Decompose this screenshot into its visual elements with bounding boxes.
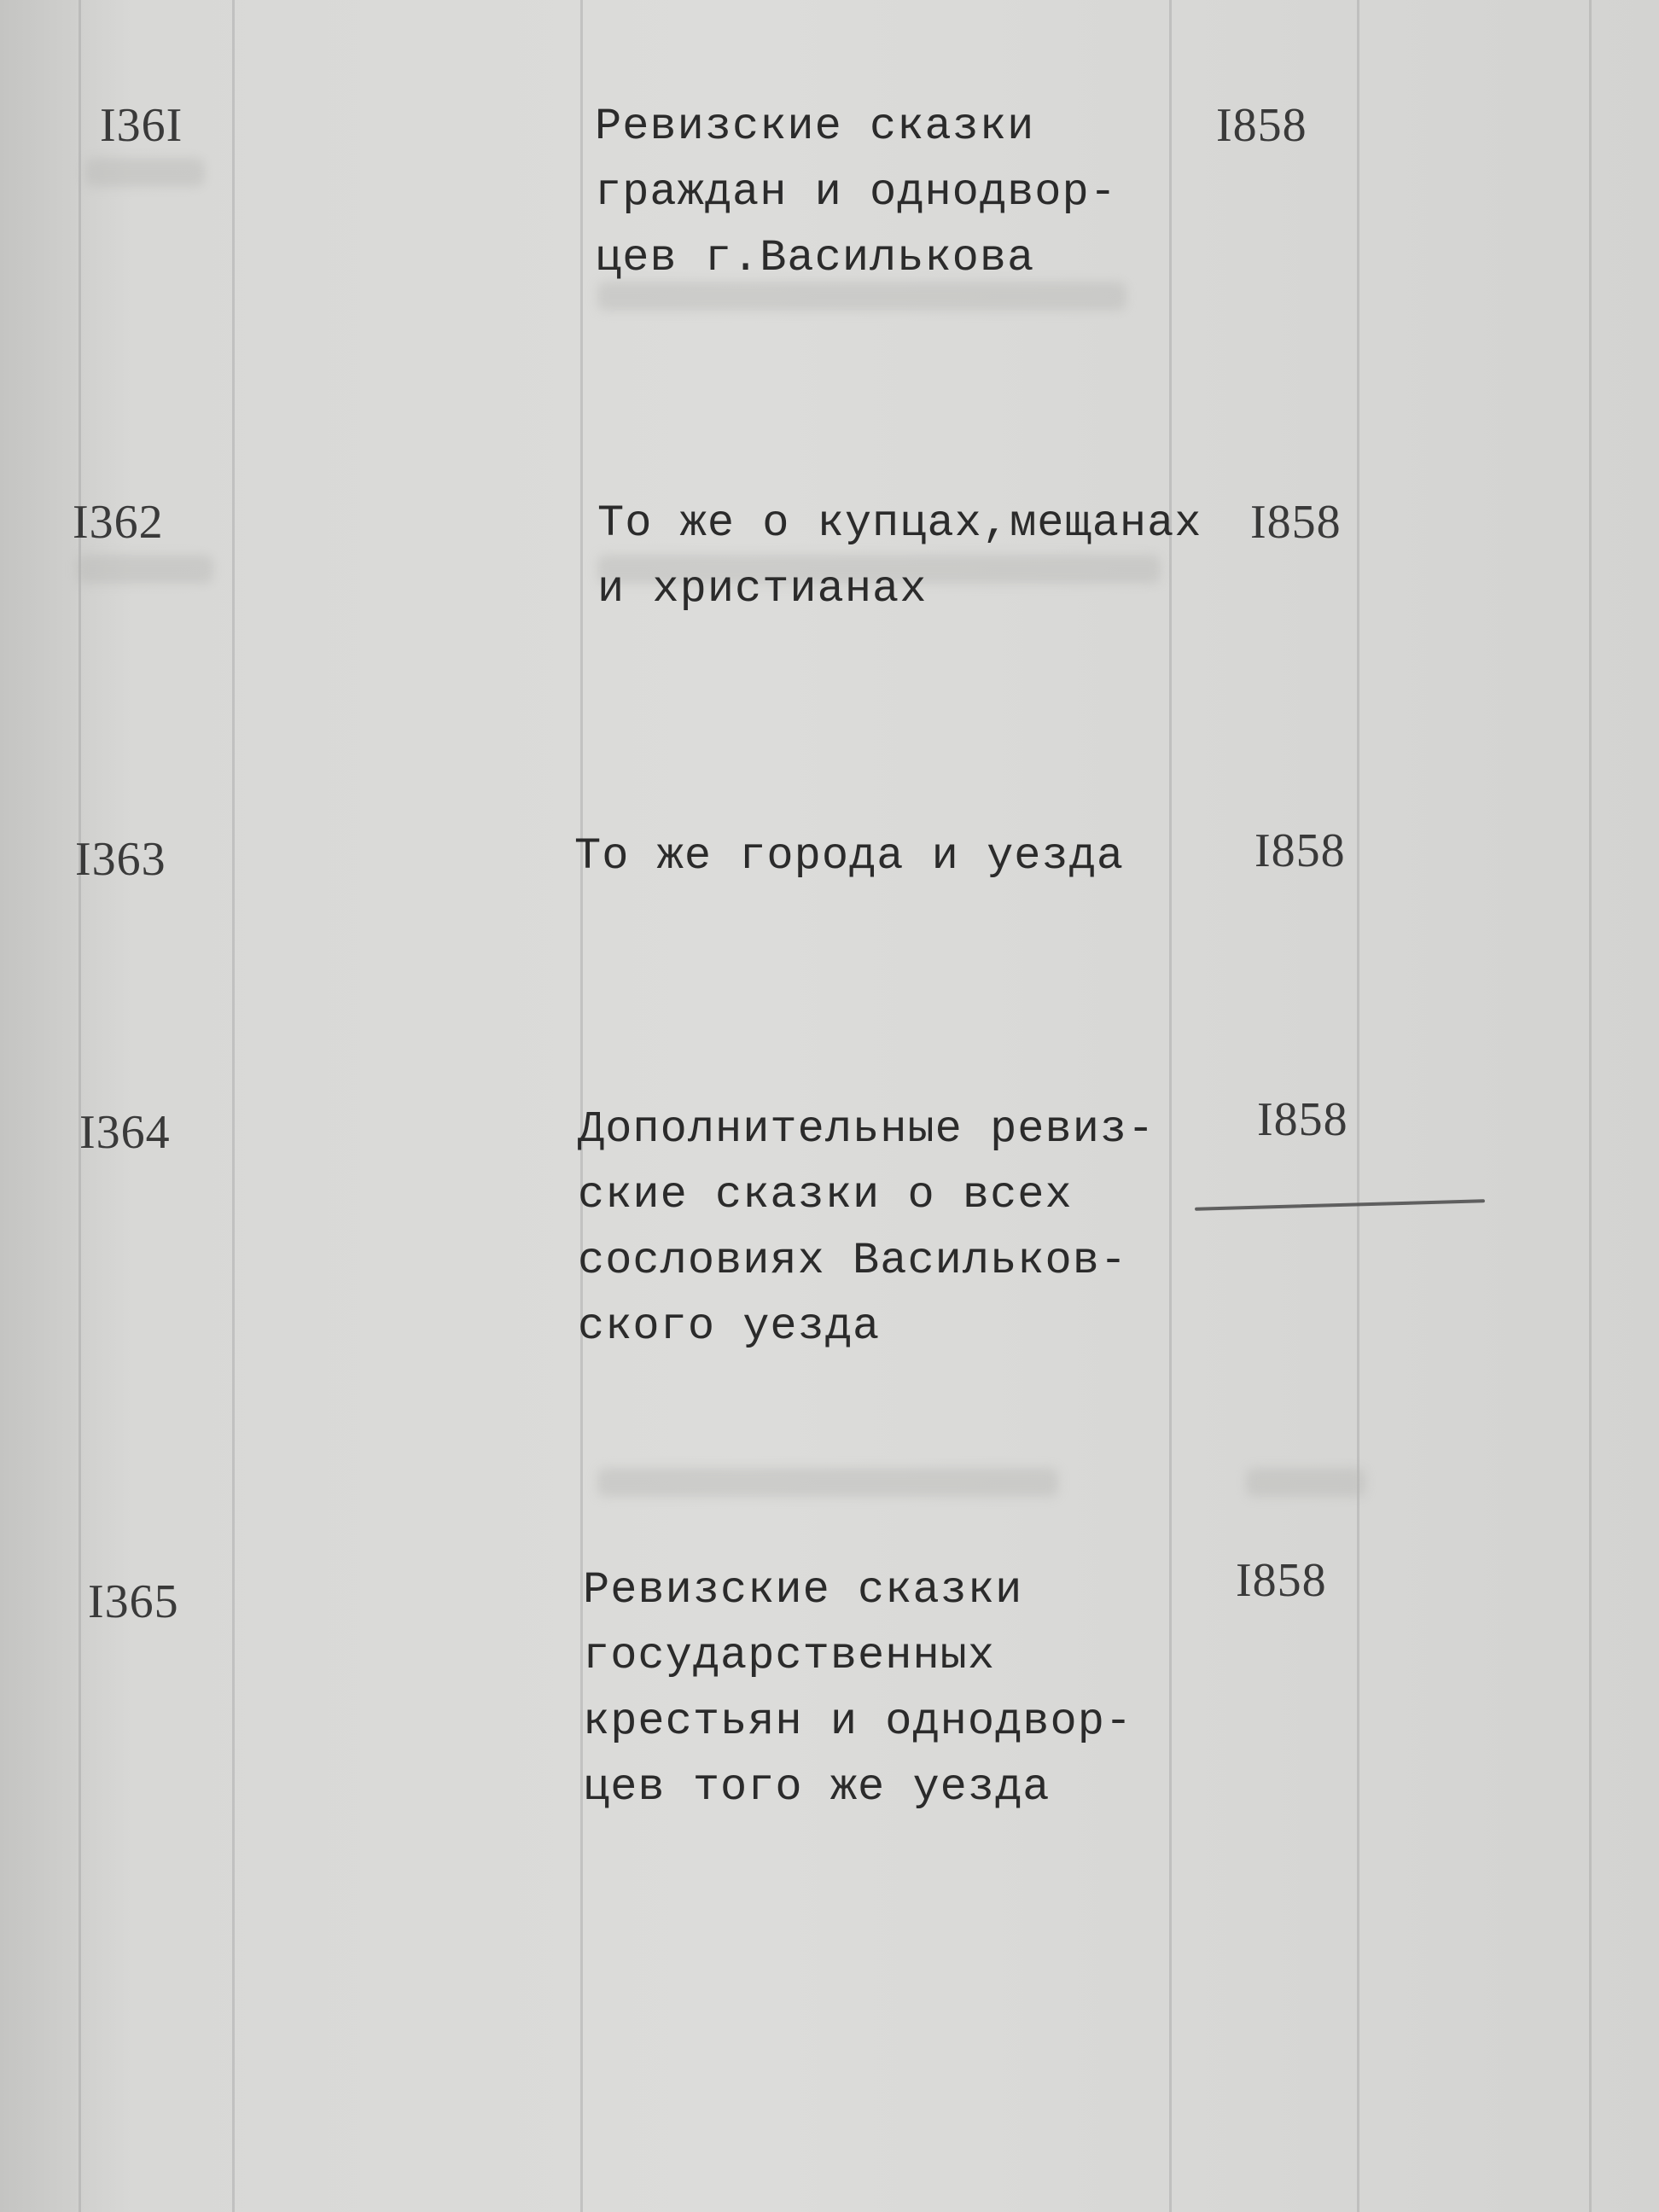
entry-number: I365 [88, 1575, 179, 1628]
ruled-line [1169, 0, 1172, 2212]
entry-year: I858 [1216, 99, 1307, 152]
entry-year: I858 [1257, 1093, 1348, 1146]
entry-description: То же о купцах,мещанах и христианах [597, 498, 1202, 614]
entry-description: Ревизские сказки государственных крестьян и однодвор- цев того же уезда [583, 1565, 1133, 1813]
entry-number: I364 [79, 1106, 171, 1159]
entry-description: Ревизские сказки граждан и однодвор- цев г.Василькова [595, 102, 1117, 283]
pen-stroke-mark [1195, 1199, 1485, 1210]
show-through-mark [77, 555, 213, 584]
entry-number: I362 [73, 496, 164, 549]
show-through-mark [85, 158, 205, 187]
ruled-line [1589, 0, 1592, 2212]
entry-year: I858 [1236, 1554, 1327, 1607]
show-through-mark [597, 1468, 1058, 1497]
entry-number: I363 [75, 833, 166, 886]
entry-number: I36I [100, 99, 183, 152]
ruled-line [232, 0, 235, 2212]
ruled-line [1357, 0, 1359, 2212]
entry-description: Дополнительные ревиз- ские сказки о всех сословиях Васильков- ского уезда [578, 1104, 1155, 1352]
show-through-mark [1246, 1468, 1365, 1497]
entry-description: То же города и уезда [574, 831, 1125, 882]
entry-year: I858 [1250, 496, 1342, 549]
entry-year: I858 [1254, 824, 1346, 877]
